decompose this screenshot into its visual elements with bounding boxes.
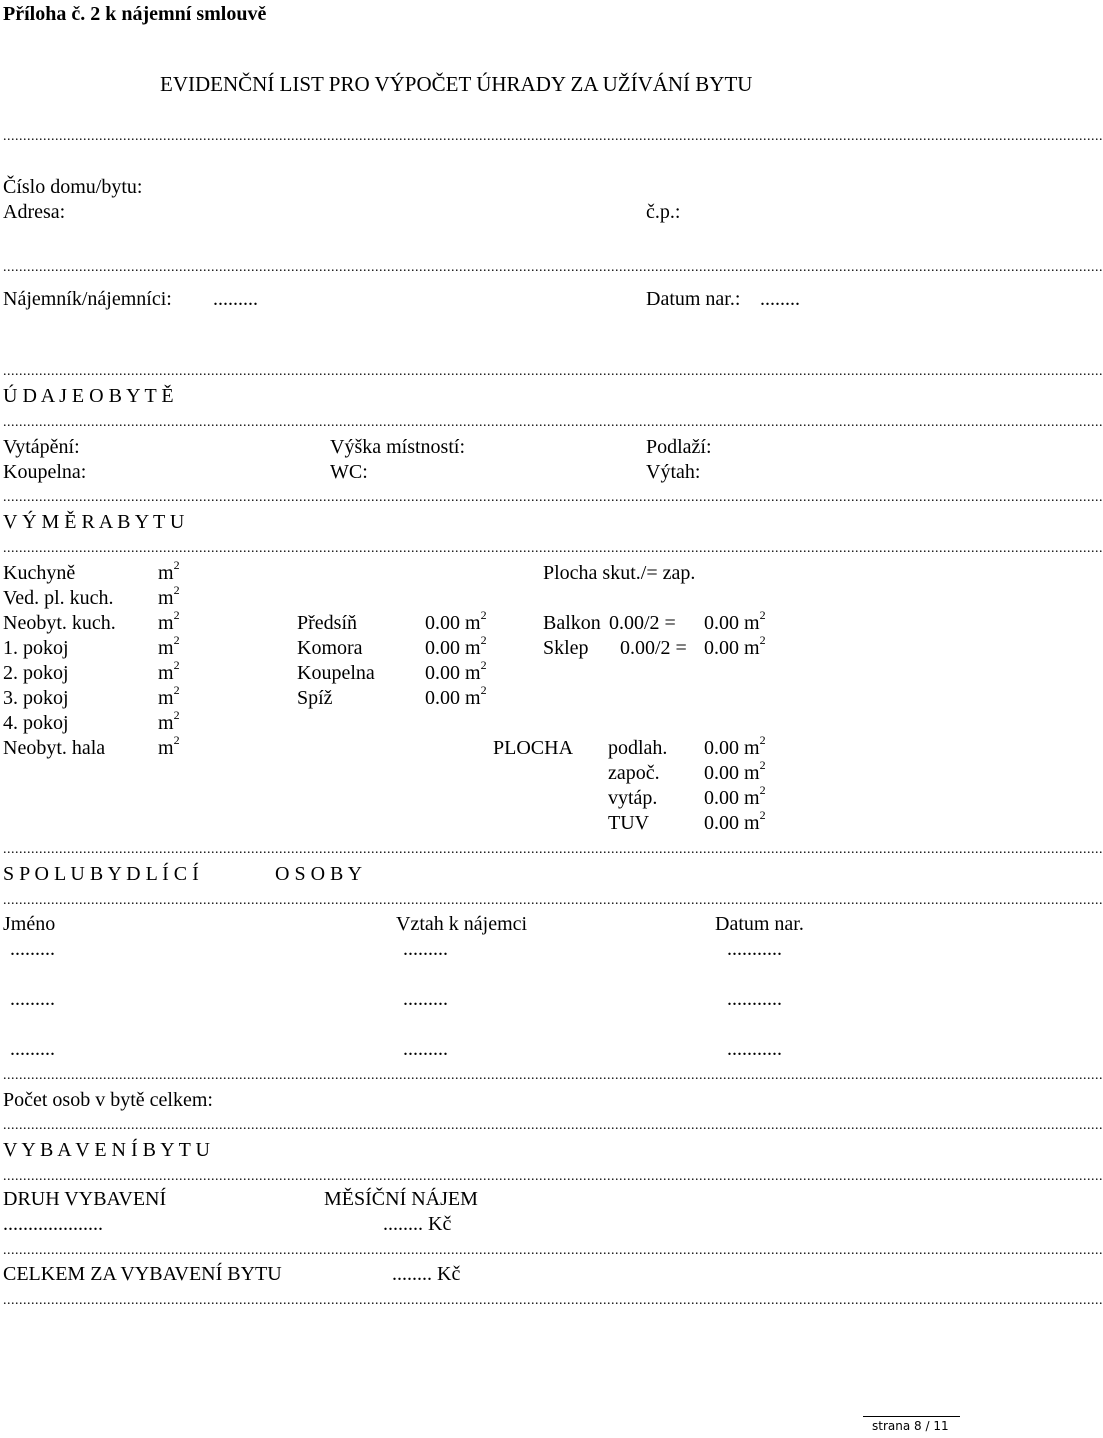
sklep-value: 0.00/2 =: [620, 637, 687, 659]
floor-label: Podlaží:: [646, 436, 712, 458]
dotted-separator: ...................................................................................................................................................................................................................................................................................: [3, 129, 1103, 144]
dotted-separator: ...................................................................................................................................................................................................................................................................................: [3, 1293, 1103, 1308]
middle-room-value: 0.00 $m^2$: [425, 608, 487, 634]
total-value: 0.00 $m^2$: [704, 733, 766, 759]
plocha-heading: PLOCHA: [493, 737, 574, 759]
resident-relation-field[interactable]: .........: [403, 1038, 448, 1060]
dotted-separator: ...................................................................................................................................................................................................................................................................................: [3, 260, 1103, 275]
resident-relation-field[interactable]: .........: [403, 988, 448, 1010]
persons-total-label: Počet osob v bytě celkem:: [3, 1089, 213, 1111]
total-label: započ.: [608, 762, 660, 784]
dotted-separator: ...................................................................................................................................................................................................................................................................................: [3, 490, 1103, 505]
resident-dob-field[interactable]: ...........: [727, 988, 782, 1010]
room-unit: $m^2$: [158, 608, 180, 634]
residents-heading-persons: O S O B Y: [275, 863, 363, 885]
room-unit: $m^2$: [158, 633, 180, 659]
room-label: Kuchyně: [3, 562, 76, 584]
col-monthly-rent: MĚSÍČNÍ NÁJEM: [324, 1188, 478, 1210]
room-label: 3. pokoj: [3, 687, 69, 709]
total-value: 0.00 $m^2$: [704, 758, 766, 784]
residents-heading: S P O L U B Y D L Í C Í: [3, 863, 199, 885]
balkon-value: 0.00/2 =: [609, 612, 676, 634]
room-label: Neobyt. kuch.: [3, 612, 116, 634]
tenant-label: Nájemník/nájemníci:: [3, 288, 172, 310]
elevator-label: Výtah:: [646, 461, 701, 483]
equipment-heading: V Y B A V E N Í B Y T U: [3, 1139, 210, 1161]
total-label: podlah.: [608, 737, 668, 759]
middle-room-value: 0.00 $m^2$: [425, 633, 487, 659]
page-number: strana 8 / 11: [872, 1419, 949, 1433]
dotted-separator: ...................................................................................................................................................................................................................................................................................: [3, 541, 1103, 556]
col-relation: Vztah k nájemci: [396, 913, 528, 935]
document-title: EVIDENČNÍ LIST PRO VÝPOČET ÚHRADY ZA UŽÍVÁNÍ BYTU: [160, 72, 753, 96]
sklep-result: 0.00 $m^2$: [704, 633, 766, 659]
footer-rule: [863, 1416, 960, 1417]
dotted-separator: ...................................................................................................................................................................................................................................................................................: [3, 893, 1103, 908]
tenant-dob-label: Datum nar.:: [646, 288, 741, 310]
middle-room-label: Předsíň: [297, 612, 357, 634]
middle-room-value: 0.00 $m^2$: [425, 683, 487, 709]
resident-relation-field[interactable]: .........: [403, 938, 448, 960]
room-label: Neobyt. hala: [3, 737, 106, 759]
resident-name-field[interactable]: .........: [10, 988, 55, 1010]
room-unit: $m^2$: [158, 583, 180, 609]
room-height-label: Výška místností:: [330, 436, 466, 458]
address-label: Adresa:: [3, 201, 66, 223]
middle-room-value: 0.00 $m^2$: [425, 658, 487, 684]
balkon-result: 0.00 $m^2$: [704, 608, 766, 634]
room-label: 4. pokoj: [3, 712, 69, 734]
sklep-label: Sklep: [543, 637, 589, 659]
dotted-separator: ...................................................................................................................................................................................................................................................................................: [3, 364, 1103, 379]
dotted-separator: ...................................................................................................................................................................................................................................................................................: [3, 1118, 1103, 1133]
plocha-label: Plocha skut./= zap.: [543, 562, 696, 584]
dotted-separator: ...................................................................................................................................................................................................................................................................................: [3, 1243, 1103, 1258]
dotted-separator: ...................................................................................................................................................................................................................................................................................: [3, 415, 1103, 430]
room-label: 2. pokoj: [3, 662, 69, 684]
dotted-separator: ...................................................................................................................................................................................................................................................................................: [3, 1068, 1103, 1083]
measurement-heading: V Ý M Ě R A B Y T U: [3, 511, 185, 533]
room-unit: $m^2$: [158, 733, 180, 759]
bathroom-label: Koupelna:: [3, 461, 87, 483]
house-number-label: Číslo domu/bytu:: [3, 176, 143, 198]
col-name: Jméno: [3, 913, 56, 935]
room-label: Ved. pl. kuch.: [3, 587, 114, 609]
equipment-type-field[interactable]: ....................: [3, 1213, 103, 1235]
room-unit: $m^2$: [158, 683, 180, 709]
cp-label: č.p.:: [646, 201, 681, 223]
total-label: TUV: [608, 812, 650, 834]
resident-dob-field[interactable]: ...........: [727, 938, 782, 960]
attachment-label: Příloha č. 2 k nájemní smlouvě: [3, 3, 267, 25]
equipment-rent-field[interactable]: ........ Kč: [383, 1213, 452, 1235]
middle-room-label: Spíž: [297, 687, 333, 709]
tenant-dob-value: ........: [760, 288, 800, 310]
room-unit: $m^2$: [158, 658, 180, 684]
total-value: 0.00 $m^2$: [704, 808, 766, 834]
middle-room-label: Komora: [297, 637, 363, 659]
balkon-label: Balkon: [543, 612, 601, 634]
col-equipment-type: DRUH VYBAVENÍ: [3, 1188, 167, 1210]
resident-dob-field[interactable]: ...........: [727, 1038, 782, 1060]
dotted-separator: ...................................................................................................................................................................................................................................................................................: [3, 842, 1103, 857]
wc-label: WC:: [330, 461, 368, 483]
total-label: vytáp.: [608, 787, 658, 809]
room-label: 1. pokoj: [3, 637, 69, 659]
middle-room-label: Koupelna: [297, 662, 375, 684]
total-value: 0.00 $m^2$: [704, 783, 766, 809]
room-unit: $m^2$: [158, 708, 180, 734]
tenant-value: .........: [213, 288, 258, 310]
resident-name-field[interactable]: .........: [10, 1038, 55, 1060]
flat-info-heading: Ú D A J E O B Y T Ě: [3, 385, 174, 407]
equipment-total-label: CELKEM ZA VYBAVENÍ BYTU: [3, 1263, 282, 1285]
dotted-separator: ...................................................................................................................................................................................................................................................................................: [3, 1169, 1103, 1184]
heating-label: Vytápění:: [3, 436, 80, 458]
resident-name-field[interactable]: .........: [10, 938, 55, 960]
room-unit: $m^2$: [158, 558, 180, 584]
equipment-total-value: ........ Kč: [392, 1263, 461, 1285]
col-dob: Datum nar.: [715, 913, 804, 935]
